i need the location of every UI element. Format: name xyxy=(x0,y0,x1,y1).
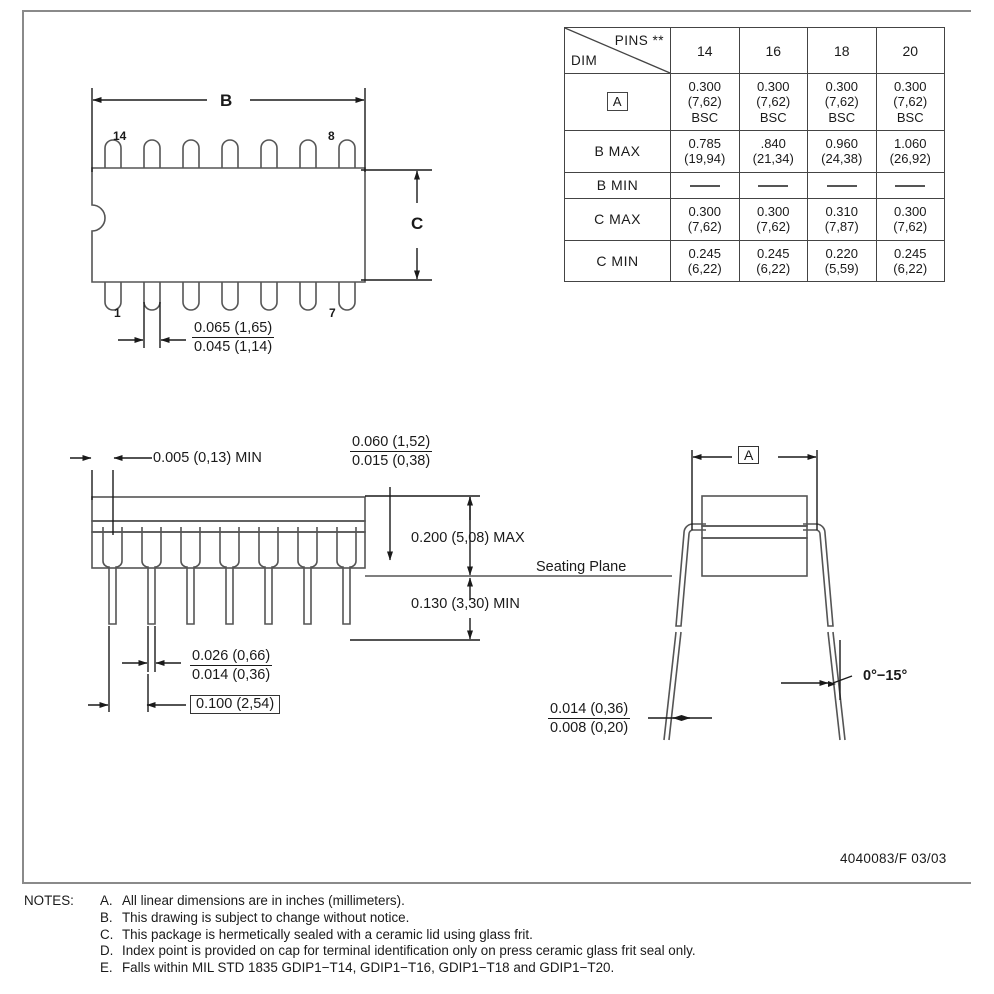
col-head-16: 16 xyxy=(739,28,808,74)
side-view-leads xyxy=(103,527,356,624)
lead-thk-end-max: 0.014 (0,36) xyxy=(548,701,630,719)
cell-line: (19,94) xyxy=(684,151,726,167)
end-view-geometry xyxy=(664,496,845,740)
cell-line: (26,92) xyxy=(889,151,931,167)
cell-bmax-20 xyxy=(876,130,945,172)
cell-line: (6,22) xyxy=(687,260,722,276)
pin-number-7: 7 xyxy=(329,306,336,320)
cell-line: (7,87) xyxy=(824,219,859,235)
cell-line: 0.300 xyxy=(756,79,790,94)
pin-number-8: 8 xyxy=(328,129,335,143)
cell-line: (6,22) xyxy=(893,260,928,276)
row-label-c-max: C MAX xyxy=(565,198,671,240)
cell-cmin-18 xyxy=(808,240,877,282)
cell-line: BSC xyxy=(691,109,719,125)
cell-bmin-20 xyxy=(876,172,945,198)
dim-pitch-wrapper xyxy=(190,695,280,714)
cell-line: (5,59) xyxy=(824,260,859,276)
cell-cmax-16 xyxy=(739,198,808,240)
cell-line: 0.245 xyxy=(756,245,790,261)
a-symbol-box: A xyxy=(607,92,628,111)
drawing-number: 4040083/F 03/03 xyxy=(840,851,947,866)
cell-cmin-20 xyxy=(876,240,945,282)
dim-label: DIM xyxy=(571,53,598,68)
top-view-upper-leads xyxy=(105,140,355,168)
cell-bmax-14 xyxy=(671,130,740,172)
lead-thk-side-min: 0.014 (0,36) xyxy=(192,667,271,684)
notes-title: NOTES: xyxy=(24,893,74,908)
cell-line: 0.960 xyxy=(825,135,859,151)
table-row xyxy=(565,198,945,240)
cell-line: BSC xyxy=(759,109,787,125)
table-row xyxy=(565,130,945,172)
empty-dash xyxy=(895,185,925,187)
cell-cmin-14 xyxy=(671,240,740,282)
lead-thk-end-min: 0.008 (0,20) xyxy=(550,720,629,737)
note-letter-d: D. xyxy=(100,943,114,959)
cell-line: 0.245 xyxy=(893,245,927,261)
lead-thk-side-max: 0.026 (0,66) xyxy=(190,648,272,666)
dim-lead-thickness-side-text xyxy=(190,648,272,683)
cell-cmax-20 xyxy=(876,198,945,240)
cell-line: (7,62) xyxy=(687,219,722,235)
note-letter-a: A. xyxy=(100,893,113,908)
cell-a-14 xyxy=(671,74,740,131)
cell-a-20 xyxy=(876,74,945,131)
pins-label: PINS ** xyxy=(614,33,664,48)
cell-line: (7,62) xyxy=(687,94,722,110)
dim-a-wrapper xyxy=(738,446,759,464)
cell-line: (21,34) xyxy=(752,151,794,167)
note-text-d: Index point is provided on cap for terminal identification only on press ceramic glass frit seal only. xyxy=(122,943,696,959)
cell-line: 0.300 xyxy=(893,79,927,94)
cell-line: 0.300 xyxy=(756,203,790,219)
cell-line: 0.220 xyxy=(825,245,859,261)
lead-width-min: 0.045 (1,14) xyxy=(194,339,273,356)
top-view-geometry xyxy=(92,140,365,310)
dim-glass-frit-text xyxy=(350,434,432,469)
note-letter-c: C. xyxy=(100,926,114,942)
dimension-table xyxy=(564,27,945,282)
note-letter-b: B. xyxy=(100,909,113,925)
row-label-a xyxy=(565,74,671,131)
cell-line: 0.245 xyxy=(688,245,722,261)
cell-bmin-14 xyxy=(671,172,740,198)
note-text-e: Falls within MIL STD 1835 GDIP1−T14, GDIP1−T16, GDIP1−T18 and GDIP1−T20. xyxy=(122,960,615,976)
row-label-b-max: B MAX xyxy=(565,130,671,172)
cell-line: 0.310 xyxy=(825,203,859,219)
cell-bmin-18 xyxy=(808,172,877,198)
cell-bmax-18 xyxy=(808,130,877,172)
dim-lead-width-text xyxy=(192,320,274,355)
table-row xyxy=(565,240,945,282)
note-text-c: This package is hermetically sealed with a ceramic lid using glass frit. xyxy=(122,926,533,942)
dim-lead-angle xyxy=(781,640,852,700)
dim-lead-width xyxy=(118,302,186,348)
empty-dash xyxy=(827,185,857,187)
cell-line: (7,62) xyxy=(824,94,859,110)
lead-angle-label: 0°−15° xyxy=(863,668,908,684)
cell-line: 0.300 xyxy=(688,203,722,219)
pin-number-14: 14 xyxy=(113,129,127,143)
cell-a-16 xyxy=(739,74,808,131)
lead-width-max: 0.065 (1,65) xyxy=(192,320,274,338)
table-corner-cell xyxy=(565,28,671,74)
top-view-lower-leads xyxy=(105,282,355,310)
cell-line: 1.060 xyxy=(893,135,927,151)
cell-line: (7,62) xyxy=(756,94,791,110)
note-letter-e: E. xyxy=(100,960,113,976)
dim-lead-thickness-end-text xyxy=(548,701,630,736)
cell-bmin-16 xyxy=(739,172,808,198)
cell-cmax-18 xyxy=(808,198,877,240)
dim-pitch-text: 0.100 (2,54) xyxy=(190,695,280,714)
dim-lead-pitch xyxy=(88,626,186,712)
cell-line: (7,62) xyxy=(756,219,791,235)
cell-cmax-14 xyxy=(671,198,740,240)
cell-line: (24,38) xyxy=(821,151,863,167)
note-text-b: This drawing is subject to change without notice. xyxy=(122,909,410,925)
cell-line: .840 xyxy=(760,135,786,151)
cell-line: 0.300 xyxy=(825,79,859,94)
cell-line: BSC xyxy=(828,109,856,125)
side-view-geometry xyxy=(92,497,365,624)
row-label-c-min: C MIN xyxy=(565,240,671,282)
dim-standoff-min-text: 0.005 (0,13) MIN xyxy=(153,450,262,466)
cell-line: (6,22) xyxy=(756,260,791,276)
pin-number-1: 1 xyxy=(114,306,121,320)
cell-bmax-16 xyxy=(739,130,808,172)
table-header-row xyxy=(565,28,945,74)
cell-line: BSC xyxy=(896,109,924,125)
cell-line: (7,62) xyxy=(893,219,928,235)
col-head-20: 20 xyxy=(876,28,945,74)
cell-cmin-16 xyxy=(739,240,808,282)
table-row xyxy=(565,172,945,198)
table-row xyxy=(565,74,945,131)
cell-a-18 xyxy=(808,74,877,131)
note-text-a: All linear dimensions are in inches (millimeters). xyxy=(122,893,405,908)
glass-frit-min: 0.015 (0,38) xyxy=(352,453,431,470)
cell-line: 0.785 xyxy=(688,135,722,151)
glass-frit-max: 0.060 (1,52) xyxy=(350,434,432,452)
empty-dash xyxy=(758,185,788,187)
col-head-14: 14 xyxy=(671,28,740,74)
label-dim-b: B xyxy=(220,91,233,110)
cell-line: 0.300 xyxy=(688,79,722,94)
seating-plane-label: Seating Plane xyxy=(536,559,627,575)
col-head-18: 18 xyxy=(808,28,877,74)
row-label-b-min: B MIN xyxy=(565,172,671,198)
cell-line: (7,62) xyxy=(893,94,928,110)
a-symbol-end-view: A xyxy=(738,446,759,464)
dim-lead-thickness-side xyxy=(122,626,181,672)
dim-lead-length-text: 0.130 (3,30) MIN xyxy=(411,596,520,612)
cell-line: 0.300 xyxy=(893,203,927,219)
dim-seated-height-text: 0.200 (5,08) MAX xyxy=(411,530,525,546)
label-dim-c: C xyxy=(411,214,424,233)
empty-dash xyxy=(690,185,720,187)
